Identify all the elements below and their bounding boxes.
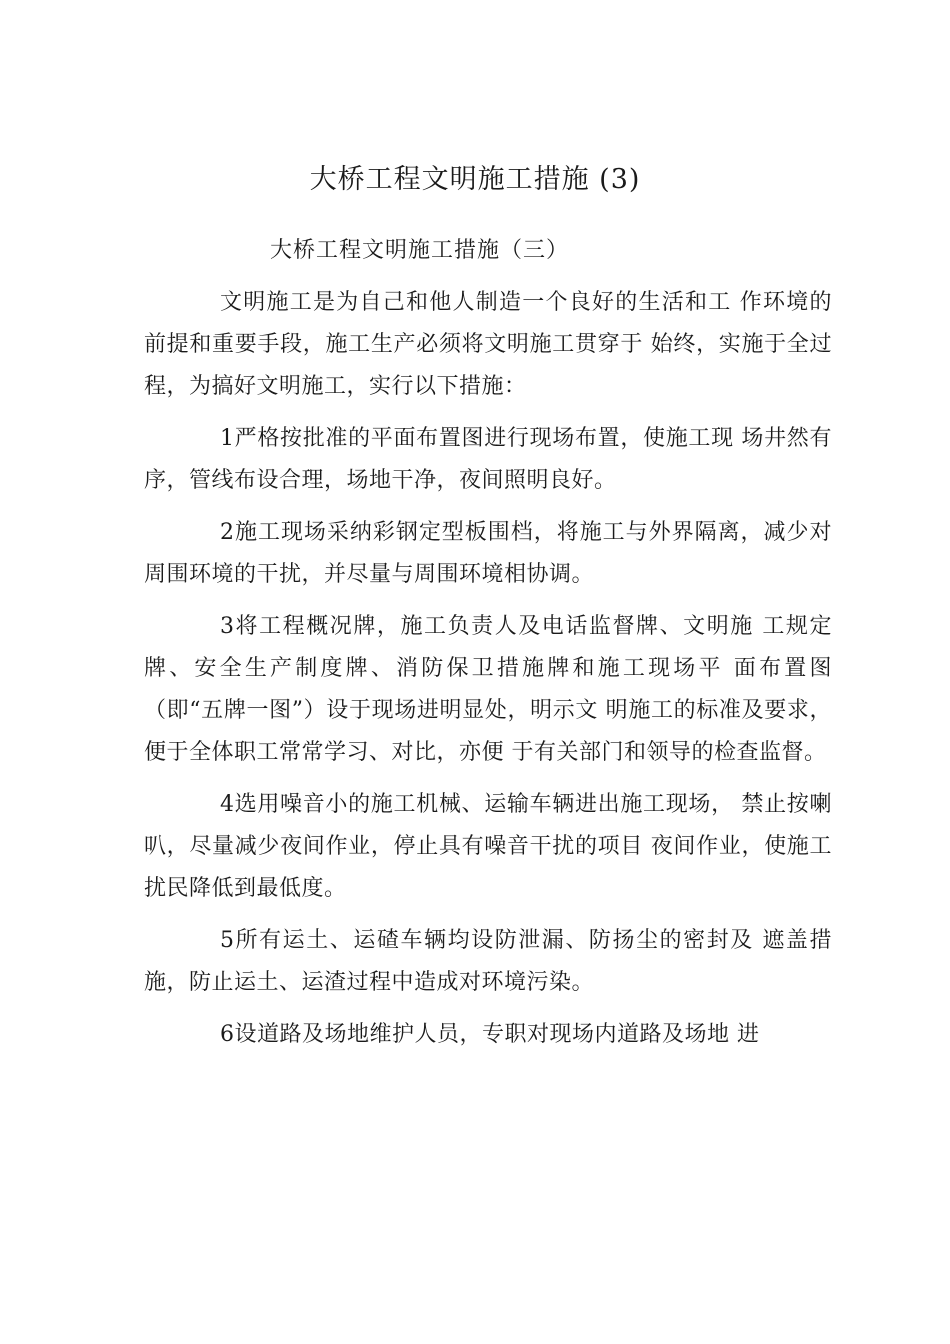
document-title: 大桥工程文明施工措施 (3) [309,164,641,195]
paragraph-item-1: 1严格按批准的平面布置图进行现场布置，使施工现 场井然有序，管线布设合理，场地干净，夜间照明良好。 [144,426,832,493]
paragraph-item-2: 2施工现场采纳彩钢定型板围档，将施工与外界隔离，减少对周围环境的干扰，并尽量与周围环境相协调。 [144,520,832,587]
document-body [144,282,832,1066]
paragraph-item-6: 6设道路及场地维护人员，专职对现场内道路及场地 进 [220,1022,760,1047]
paragraph-item-4: 4选用噪音小的施工机械、运输车辆进出施工现场， 禁止按喇叭，尽量减少夜间作业，停止具有噪音干扰的项目 夜间作业，使施工扰民降低到最低度。 [144,792,832,901]
paragraph-intro: 文明施工是为自己和他人制造一个良好的生活和工 作环境的前提和重要手段，施工生产必须将文明施工贯穿于 始终，实施于全过程，为搞好文明施工，实行以下措施： [144,290,832,399]
paragraph-item-3: 3将工程概况牌，施工负责人及电话监督牌、文明施 工规定牌、安全生产制度牌、消防保卫措施牌和施工现场平 面布置图（即“五牌一图”）设于现场进明显处，明示文 明施工的标准及要求，便于全体职工常常学习、对比，亦便 于有关部门和领导的检查监督。 [144,614,832,765]
document-subtitle: 大桥工程文明施工措施（三） [270,238,570,263]
paragraph-item-5: 5所有运土、运碴车辆均设防泄漏、防扬尘的密封及 遮盖措施，防止运土、运渣过程中造成对环境污染。 [144,928,832,995]
